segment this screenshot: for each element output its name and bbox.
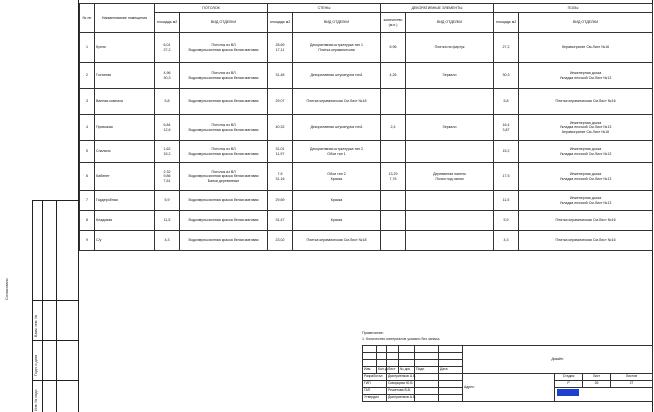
ceiling-finish-line: Водоэмульсионная краска белая матовая <box>188 238 259 243</box>
ceiling-area-line: 30,3 <box>163 75 171 80</box>
ceiling-area-line: 12,6 <box>163 127 171 132</box>
table-row <box>80 115 653 141</box>
floor-area <box>494 163 519 191</box>
floor-finish-line: Укладка елочкой См.Лист №13 <box>559 75 612 80</box>
ceiling-finish-line: Потолок из ВЛ <box>211 170 236 175</box>
floor-area-line: 27,2 <box>502 45 510 50</box>
ceiling-area-line: 2,32 <box>163 170 171 175</box>
floor-finish <box>519 163 653 191</box>
wall-finish-line: Плитка керамическая См.Лист №18 <box>306 99 367 104</box>
header-room-name: Наименование помещения <box>95 4 155 33</box>
ceiling-area <box>155 141 180 163</box>
floor-area-line: 17,5 <box>502 174 510 179</box>
ceiling-area <box>155 115 180 141</box>
floor-area-line: 4,3 <box>503 238 509 243</box>
wall-area <box>268 141 293 163</box>
decor-finish-line: Зеркало <box>442 73 457 78</box>
decor-finish <box>406 163 494 191</box>
wall-area-line: 11,97 <box>275 151 285 156</box>
decor-finish <box>406 141 494 163</box>
wall-area-line: 31,46 <box>275 73 285 78</box>
floor-finish-line: Инженерная доска <box>569 196 602 201</box>
ceiling-area-line: 9,86 <box>163 174 171 179</box>
wall-finish-line: Обои тип 1 <box>327 151 346 156</box>
room-name: Гостиная <box>95 63 155 89</box>
floor-area <box>494 33 519 63</box>
table-row <box>80 191 653 211</box>
wall-finish <box>293 63 381 89</box>
floor-finish-line: Инженерная доска <box>569 121 602 126</box>
wall-area <box>268 63 293 89</box>
floor-finish <box>519 191 653 211</box>
stamp-col-date: Дата <box>439 367 463 374</box>
wall-area <box>268 163 293 191</box>
floor-area-line: 16,4 <box>502 123 510 128</box>
floor-finish-line: Керамогранит См.Лист №16 <box>561 129 610 134</box>
floor-finish-line: Инженерная доска <box>569 71 602 76</box>
title-block <box>362 345 653 402</box>
floor-finish-line: Плитка керамическая См.Лист №16 <box>555 99 616 104</box>
wall-area-line: 31,01 <box>275 147 285 152</box>
floor-area-line: 5,9 <box>503 218 509 223</box>
floor-area <box>494 141 519 163</box>
wall-area-line: 7,5 <box>277 172 283 177</box>
decor-qty <box>381 115 406 141</box>
header-ceilings: ПОТОЛОК <box>155 4 268 13</box>
row-number: 1 <box>80 33 95 63</box>
ceiling-finish-line: Водоэмульсионная краска белая матовая <box>188 99 259 104</box>
ceiling-finish <box>180 211 268 231</box>
wall-area <box>268 115 293 141</box>
wall-area <box>268 231 293 251</box>
header-ceil-finish: ВИД ОТДЕЛКИ <box>180 13 268 33</box>
floor-area <box>494 191 519 211</box>
ceiling-area-line: 5,8 <box>164 99 170 104</box>
stamp-design-title: Дизайн: <box>463 346 653 374</box>
floor-finish-line: Укладка елочкой См.Лист №13 <box>559 151 612 156</box>
decor-qty <box>381 211 406 231</box>
ceiling-area <box>155 211 180 231</box>
header-decor: ДЕКОРАТИВНЫЕ ЭЛЕМЕНТЫ <box>381 4 494 13</box>
strip-line-5 <box>32 340 78 341</box>
floor-finish-line: Укладка елочкой См.Лист №13 <box>559 200 612 205</box>
decor-finish <box>406 33 494 63</box>
room-name: С/у <box>95 231 155 251</box>
ceiling-area-line: 1,62 <box>163 147 171 152</box>
decor-qty <box>381 33 406 63</box>
ceiling-area-line: 6,01 <box>163 43 171 48</box>
wall-finish <box>293 211 381 231</box>
floor-finish-line: Укладка елочкой См.Лист №13 <box>559 176 612 181</box>
finish-schedule-table <box>79 3 653 251</box>
ceiling-finish-line: Потолок из ВЛ <box>211 123 236 128</box>
floor-area-line: 5,8 <box>503 99 509 104</box>
wall-finish-line: Плитка керамическая См.Лист №18 <box>306 238 367 243</box>
ceiling-area <box>155 33 180 63</box>
floor-finish-line: Плитка керамическая См.Лист №16 <box>555 238 616 243</box>
ceiling-area <box>155 89 180 115</box>
notes-title: Примечание: <box>362 331 384 335</box>
wall-finish <box>293 231 381 251</box>
table-row <box>80 141 653 163</box>
ceiling-area-line: 7,61 <box>163 178 171 183</box>
row-number: 8 <box>80 211 95 231</box>
row-number: 6 <box>80 163 95 191</box>
floor-area <box>494 211 519 231</box>
wall-finish-line: Плитка керамическая <box>318 47 355 52</box>
row-number: 3 <box>80 89 95 115</box>
strip-line-7 <box>56 200 57 412</box>
wall-finish <box>293 141 381 163</box>
ceiling-finish-line: Водоэмульсионная краска белая матовая <box>188 198 259 203</box>
floor-finish <box>519 33 653 63</box>
strip-agreed-label: Согласовано <box>5 278 9 300</box>
stamp-name-1: Скворцова Ю.В. <box>387 381 415 388</box>
decor-finish-line: Плитка на фартук <box>434 45 465 50</box>
row-number: 5 <box>80 141 95 163</box>
ceiling-area-line: 4,3 <box>164 238 170 243</box>
decor-finish <box>406 231 494 251</box>
floor-area <box>494 89 519 115</box>
decor-finish <box>406 211 494 231</box>
ceiling-finish-line: Водоэмульсионная краска белая матовая <box>188 75 259 80</box>
wall-area <box>268 33 293 63</box>
ceiling-area-line: 4,96 <box>163 71 171 76</box>
ceiling-finish <box>180 33 268 63</box>
decor-qty <box>381 63 406 89</box>
stamp-role-1: ГИП <box>363 381 387 388</box>
ceiling-area-line: 5,9 <box>164 198 170 203</box>
stamp-name-3: Дмитриенков А.В. <box>387 395 415 402</box>
stamp-col-doc: № док <box>399 367 415 374</box>
stamp-logo-area <box>555 388 653 402</box>
floor-finish <box>519 115 653 141</box>
ceiling-finish <box>180 231 268 251</box>
decor-qty <box>381 89 406 115</box>
ceiling-finish-line: Водоэмульсионная краска белая матовая <box>188 218 259 223</box>
strip-sign-date-label: Подп. и дата <box>34 354 38 376</box>
floor-finish-line: Укладка елочкой См.Лист №13 <box>559 125 612 130</box>
ceiling-finish <box>180 141 268 163</box>
wall-finish-line: Краска <box>330 176 343 181</box>
header-decor-qty: количество (м.п.) <box>381 13 406 33</box>
stamp-role-2: ГАП <box>363 388 387 395</box>
wall-finish <box>293 191 381 211</box>
floor-finish-line: Инженерная доска <box>569 172 602 177</box>
table-row <box>80 63 653 89</box>
header-floor-finish: ВИД ОТДЕЛКИ <box>519 13 653 33</box>
stamp-sheets-label: Листов <box>611 374 653 381</box>
ceiling-finish <box>180 191 268 211</box>
header-no: № пп <box>80 4 95 33</box>
room-name: Кабинет <box>95 163 155 191</box>
stamp-col-kol: Кол.уч <box>377 367 387 374</box>
floor-area-line: 3,87 <box>502 127 510 132</box>
wall-area <box>268 211 293 231</box>
header-ceil-area: площадь м2 <box>155 13 180 33</box>
wall-area-line: 28,69 <box>275 43 285 48</box>
floor-finish <box>519 89 653 115</box>
decor-finish-line: Полки под окном <box>435 176 464 181</box>
decor-qty-line: 13,29 <box>388 172 398 177</box>
strip-inv-no-label: Взам. инв. № <box>34 314 38 337</box>
decor-qty-line: 7,76 <box>389 176 397 181</box>
ceiling-area-line: 11,5 <box>163 218 171 223</box>
wall-finish-line: Декоративная штукатурка тип 2 <box>309 147 364 152</box>
stamp-col-list: Лист <box>387 367 399 374</box>
wall-area <box>268 89 293 115</box>
notes-line-1: 1. Количество материалов указано без запаса. <box>362 337 441 341</box>
wall-finish-line: Декоративная штукатурка тип1 <box>310 125 363 130</box>
floor-area <box>494 231 519 251</box>
row-number: 7 <box>80 191 95 211</box>
wall-finish <box>293 163 381 191</box>
stamp-col-sign: Подп. <box>415 367 439 374</box>
wall-area-line: 31,16 <box>275 176 285 181</box>
wall-area-line: 29,07 <box>275 99 285 104</box>
table-row <box>80 33 653 63</box>
decor-qty <box>381 141 406 163</box>
decor-qty-line: 4,26 <box>389 73 397 78</box>
stamp-address: Адрес: <box>463 374 555 402</box>
ceiling-area <box>155 231 180 251</box>
wall-area-line: 31,47 <box>275 218 285 223</box>
floor-finish <box>519 63 653 89</box>
stamp-logo-block <box>557 389 579 396</box>
decor-qty <box>381 231 406 251</box>
decor-finish <box>406 63 494 89</box>
ceiling-finish-line: Балки деревянные <box>207 178 240 183</box>
ceiling-finish-line: Водоэмульсионная краска белая матовая <box>188 174 259 179</box>
header-floor-area: площадь м2 <box>494 13 519 33</box>
floor-finish <box>519 141 653 163</box>
header-walls: СТЕНЫ <box>268 4 381 13</box>
stamp-stage-value: Р <box>555 381 583 388</box>
ceiling-finish <box>180 63 268 89</box>
floor-finish-line: Керамогранит См.Лист №16 <box>561 45 610 50</box>
room-name: Ванная комната <box>95 89 155 115</box>
strip-inv-orig-label: Инв. № подл. <box>34 388 38 411</box>
stamp-sheet-value: 26 <box>583 381 611 388</box>
wall-finish-line: Краска <box>330 218 343 223</box>
ceiling-finish <box>180 115 268 141</box>
wall-area-line: 40,32 <box>275 125 285 130</box>
ceiling-area-line: 6,84 <box>163 123 171 128</box>
wall-finish-line: Декоративная штукатурка тип1 <box>310 73 363 78</box>
ceiling-area <box>155 63 180 89</box>
row-number: 9 <box>80 231 95 251</box>
floor-area-line: 30,3 <box>502 73 510 78</box>
row-number: 4 <box>80 115 95 141</box>
ceiling-finish <box>180 163 268 191</box>
ceiling-finish-line: Потолок из ВЛ <box>211 147 236 152</box>
stamp-sheet-label: Лист <box>583 374 611 381</box>
room-name: Кладовая <box>95 211 155 231</box>
floor-area <box>494 115 519 141</box>
decor-finish <box>406 191 494 211</box>
wall-area-line: 29,69 <box>275 198 285 203</box>
room-name: Прихожая <box>95 115 155 141</box>
stamp-sheets-value: 27 <box>611 381 653 388</box>
room-name: Гардеробная <box>95 191 155 211</box>
wall-finish-line: Краска <box>330 198 343 203</box>
room-name: Кухня <box>95 33 155 63</box>
wall-area <box>268 191 293 211</box>
ceiling-finish-line: Потолок из ВЛ <box>211 71 236 76</box>
ceiling-area <box>155 191 180 211</box>
decor-qty <box>381 191 406 211</box>
floor-finish-line: Инженерная доска <box>569 147 602 152</box>
decor-qty-line: 2,4 <box>390 125 396 130</box>
room-name: Спальня <box>95 141 155 163</box>
ceiling-area-line: 27,2 <box>163 47 171 52</box>
floor-area-line: 11,5 <box>502 198 510 203</box>
floor-finish-line: Плитка керамическая См.Лист №16 <box>555 218 616 223</box>
header-wall-finish: ВИД ОТДЕЛКИ <box>293 13 381 33</box>
decor-finish-line: Деревянная панель <box>433 172 466 177</box>
header-floors: ПОЛЫ <box>494 4 653 13</box>
decor-finish-line: Зеркало <box>442 125 457 130</box>
table-row <box>80 89 653 115</box>
decor-finish <box>406 115 494 141</box>
strip-line-3 <box>32 200 78 201</box>
header-wall-area: площадь м2 <box>268 13 293 33</box>
finish-schedule-body <box>80 33 653 251</box>
wall-finish <box>293 89 381 115</box>
stamp-role-0: Разработал <box>363 374 387 381</box>
strip-line-6 <box>32 380 78 381</box>
wall-area-line: 23,02 <box>275 238 285 243</box>
strip-line-4 <box>32 300 78 301</box>
wall-finish <box>293 33 381 63</box>
stamp-name-0: Дмитриенков А.В. <box>387 374 415 381</box>
floor-finish <box>519 231 653 251</box>
stamp-col-izm: Изм. <box>363 367 377 374</box>
floor-area-line: 15,2 <box>502 149 510 154</box>
wall-area-line: 17,11 <box>275 47 285 52</box>
ceiling-area <box>155 163 180 191</box>
floor-area <box>494 63 519 89</box>
floor-finish <box>519 211 653 231</box>
wall-finish-line: Декоративная штукатурка тип 1 <box>309 43 364 48</box>
table-row <box>80 163 653 191</box>
ceiling-finish <box>180 89 268 115</box>
ceiling-finish-line: Водоэмульсионная краска белая матовая <box>188 151 259 156</box>
row-number: 2 <box>80 63 95 89</box>
ceiling-finish-line: Водоэмульсионная краска белая матовая <box>188 127 259 132</box>
wall-finish <box>293 115 381 141</box>
table-row <box>80 211 653 231</box>
table-row <box>80 231 653 251</box>
wall-finish-line: Обои тип 2 <box>327 172 346 177</box>
decor-qty <box>381 163 406 191</box>
ceiling-area-line: 15,2 <box>163 151 171 156</box>
stamp-role-3: Утвердил <box>363 395 387 402</box>
stamp-name-2: Решетова В.В. <box>387 388 415 395</box>
ceiling-finish-line: Водоэмульсионная краска белая матовая <box>188 47 259 52</box>
ceiling-finish-line: Потолок из ВЛ <box>211 43 236 48</box>
decor-finish <box>406 89 494 115</box>
decor-qty-line: 6,96 <box>389 45 397 50</box>
stamp-stage-label: Стадия <box>555 374 583 381</box>
header-decor-finish: ВИД ОТДЕЛКИ <box>406 13 494 33</box>
